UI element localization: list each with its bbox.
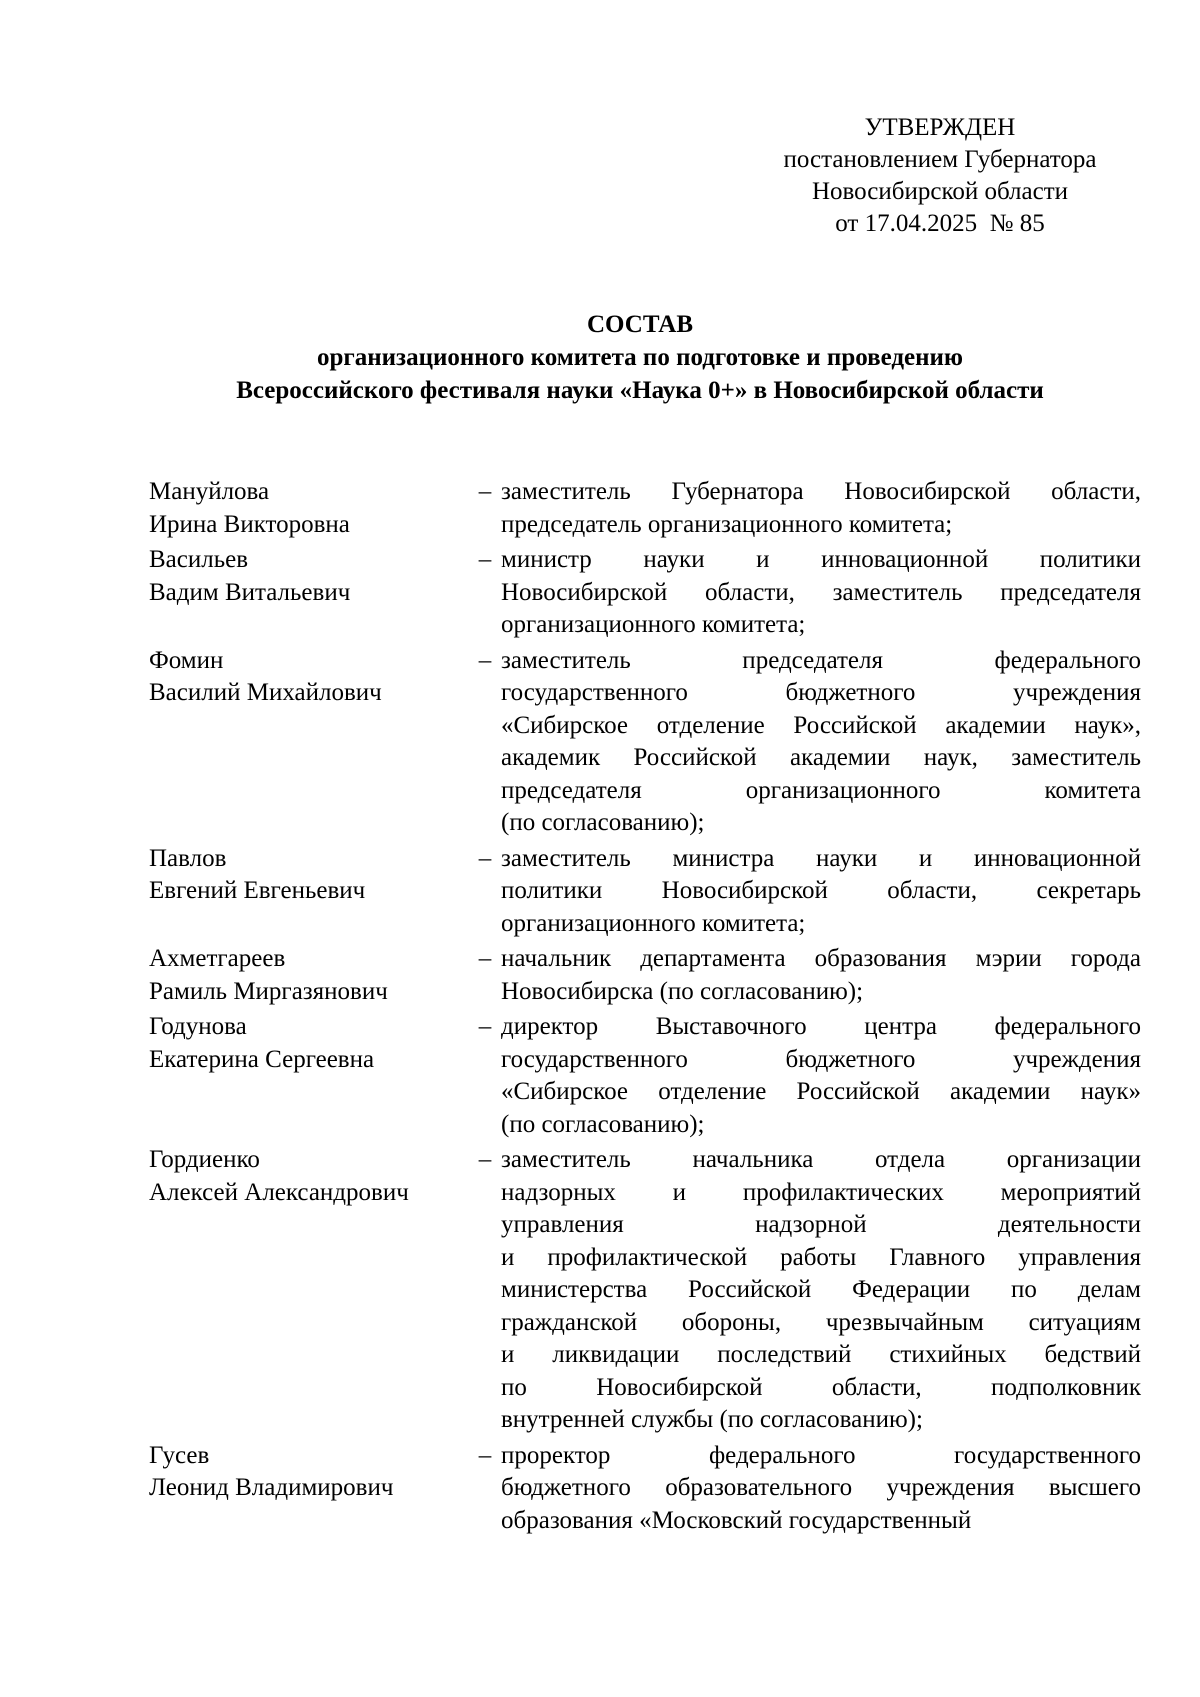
member-name [149,843,469,941]
dash-separator: – [478,1146,492,1173]
member-position [501,943,1141,1008]
member-row [149,544,1139,642]
position-line: председателя организационного комитета [501,776,1141,804]
approval-date-number: от 17.04.2025 № 85 [835,210,1045,237]
member-name [149,476,469,541]
member-position [501,843,1141,941]
member-name [149,1144,469,1437]
dash-separator: – [478,844,492,872]
member-surname: Гордиенко [149,1146,260,1173]
approval-line: постановлением Губернатора [783,146,1097,173]
position-line: образования «Московский государственный [501,1506,972,1534]
position-line: гражданской обороны, чрезвычайным ситуациям [501,1308,1141,1336]
member-given-name: Рамиль Миргазянович [149,977,388,1005]
position-line: председатель организационного комитета; [501,510,953,538]
position-line: «Сибирское отделение Российской академии наук», [501,711,1141,739]
position-line: заместитель министра науки и инновационной [501,844,1141,872]
position-line: Новосибирской области, заместитель председателя [501,578,1141,606]
dash-separator: – [478,646,492,674]
position-line: Новосибирска (по согласованию); [501,977,864,1005]
member-surname: Гусев [149,1441,210,1469]
member-name [149,544,469,642]
position-line: и профилактической работы Главного управления [501,1243,1141,1271]
position-line: заместитель председателя федерального [501,646,1141,674]
member-given-name: Алексей Александрович [149,1178,409,1206]
position-line: надзорных и профилактических мероприятий [501,1178,1141,1206]
position-line: государственного бюджетного учреждения [501,1045,1141,1073]
member-given-name: Леонид Владимирович [149,1474,394,1501]
position-line: министерства Российской Федерации по делам [501,1276,1141,1303]
position-line: заместитель Губернатора Новосибирской области, [501,478,1141,505]
document-title [150,308,1130,407]
position-line: внутренней службы (по согласованию); [501,1406,923,1433]
member-surname: Павлов [149,844,227,872]
member-name [149,645,469,840]
dash-separator: – [478,1441,492,1469]
position-line: по Новосибирской области, подполковник [501,1373,1141,1401]
position-line: политики Новосибирской области, секретарь [501,877,1141,904]
member-surname: Мануйлова [149,478,270,505]
position-line: директор Выставочного центра федерального [501,1013,1141,1040]
position-line: академик Российской академии наук, заместитель [501,744,1141,771]
dash-separator: – [478,945,492,972]
member-row [149,645,1139,840]
member-position [501,544,1141,642]
member-position [501,476,1141,541]
members-list [149,476,1139,1540]
position-line: начальник департамента образования мэрии города [501,945,1141,972]
position-line: (по согласованию); [501,809,705,836]
position-line: управления надзорной деятельности [501,1211,1141,1238]
member-name [149,943,469,1008]
member-row [149,1144,1139,1437]
approval-stamp [760,112,1120,240]
member-row [149,1011,1139,1141]
member-position [501,1011,1141,1141]
member-given-name: Василий Михайлович [149,679,382,706]
member-position [501,645,1141,840]
title-line: организационного комитета по подготовке и проведению [316,344,964,371]
position-line: организационного комитета; [501,611,806,638]
title-line: Всероссийского фестиваля науки «Наука 0+» в Новосибирской области [236,377,1044,404]
member-given-name: Ирина Викторовна [149,510,350,538]
member-surname: Фомин [149,646,224,674]
member-row [149,843,1139,941]
member-surname: Васильев [149,546,249,573]
member-name [149,1011,469,1141]
member-surname: Годунова [149,1013,247,1040]
approval-line: Новосибирской области [811,178,1069,205]
position-line: заместитель начальника отдела организации [501,1146,1141,1173]
member-name [149,1440,469,1538]
member-row [149,1440,1139,1538]
member-position [501,1440,1141,1538]
position-line: «Сибирское отделение Российской академии наук» [501,1078,1141,1105]
position-line: и ликвидации последствий стихийных бедствий [501,1341,1141,1368]
member-position [501,1144,1141,1437]
dash-separator: – [478,1013,492,1040]
title-line: СОСТАВ [586,311,694,338]
member-surname: Ахметгареев [149,945,286,972]
member-given-name: Вадим Витальевич [149,578,351,606]
member-row [149,476,1139,541]
approval-line: УТВЕРЖДЕН [864,114,1016,141]
position-line: бюджетного образовательного учреждения высшего [501,1474,1141,1501]
dash-separator: – [478,546,492,573]
member-row [149,943,1139,1008]
position-line: государственного бюджетного учреждения [501,679,1141,706]
position-line: организационного комитета; [501,909,806,937]
position-line: министр науки и инновационной политики [501,546,1141,573]
position-line: (по согласованию); [501,1110,705,1138]
dash-separator: – [478,478,492,505]
member-given-name: Екатерина Сергеевна [149,1045,375,1073]
position-line: проректор федерального государственного [501,1441,1141,1469]
member-given-name: Евгений Евгеньевич [149,877,366,904]
